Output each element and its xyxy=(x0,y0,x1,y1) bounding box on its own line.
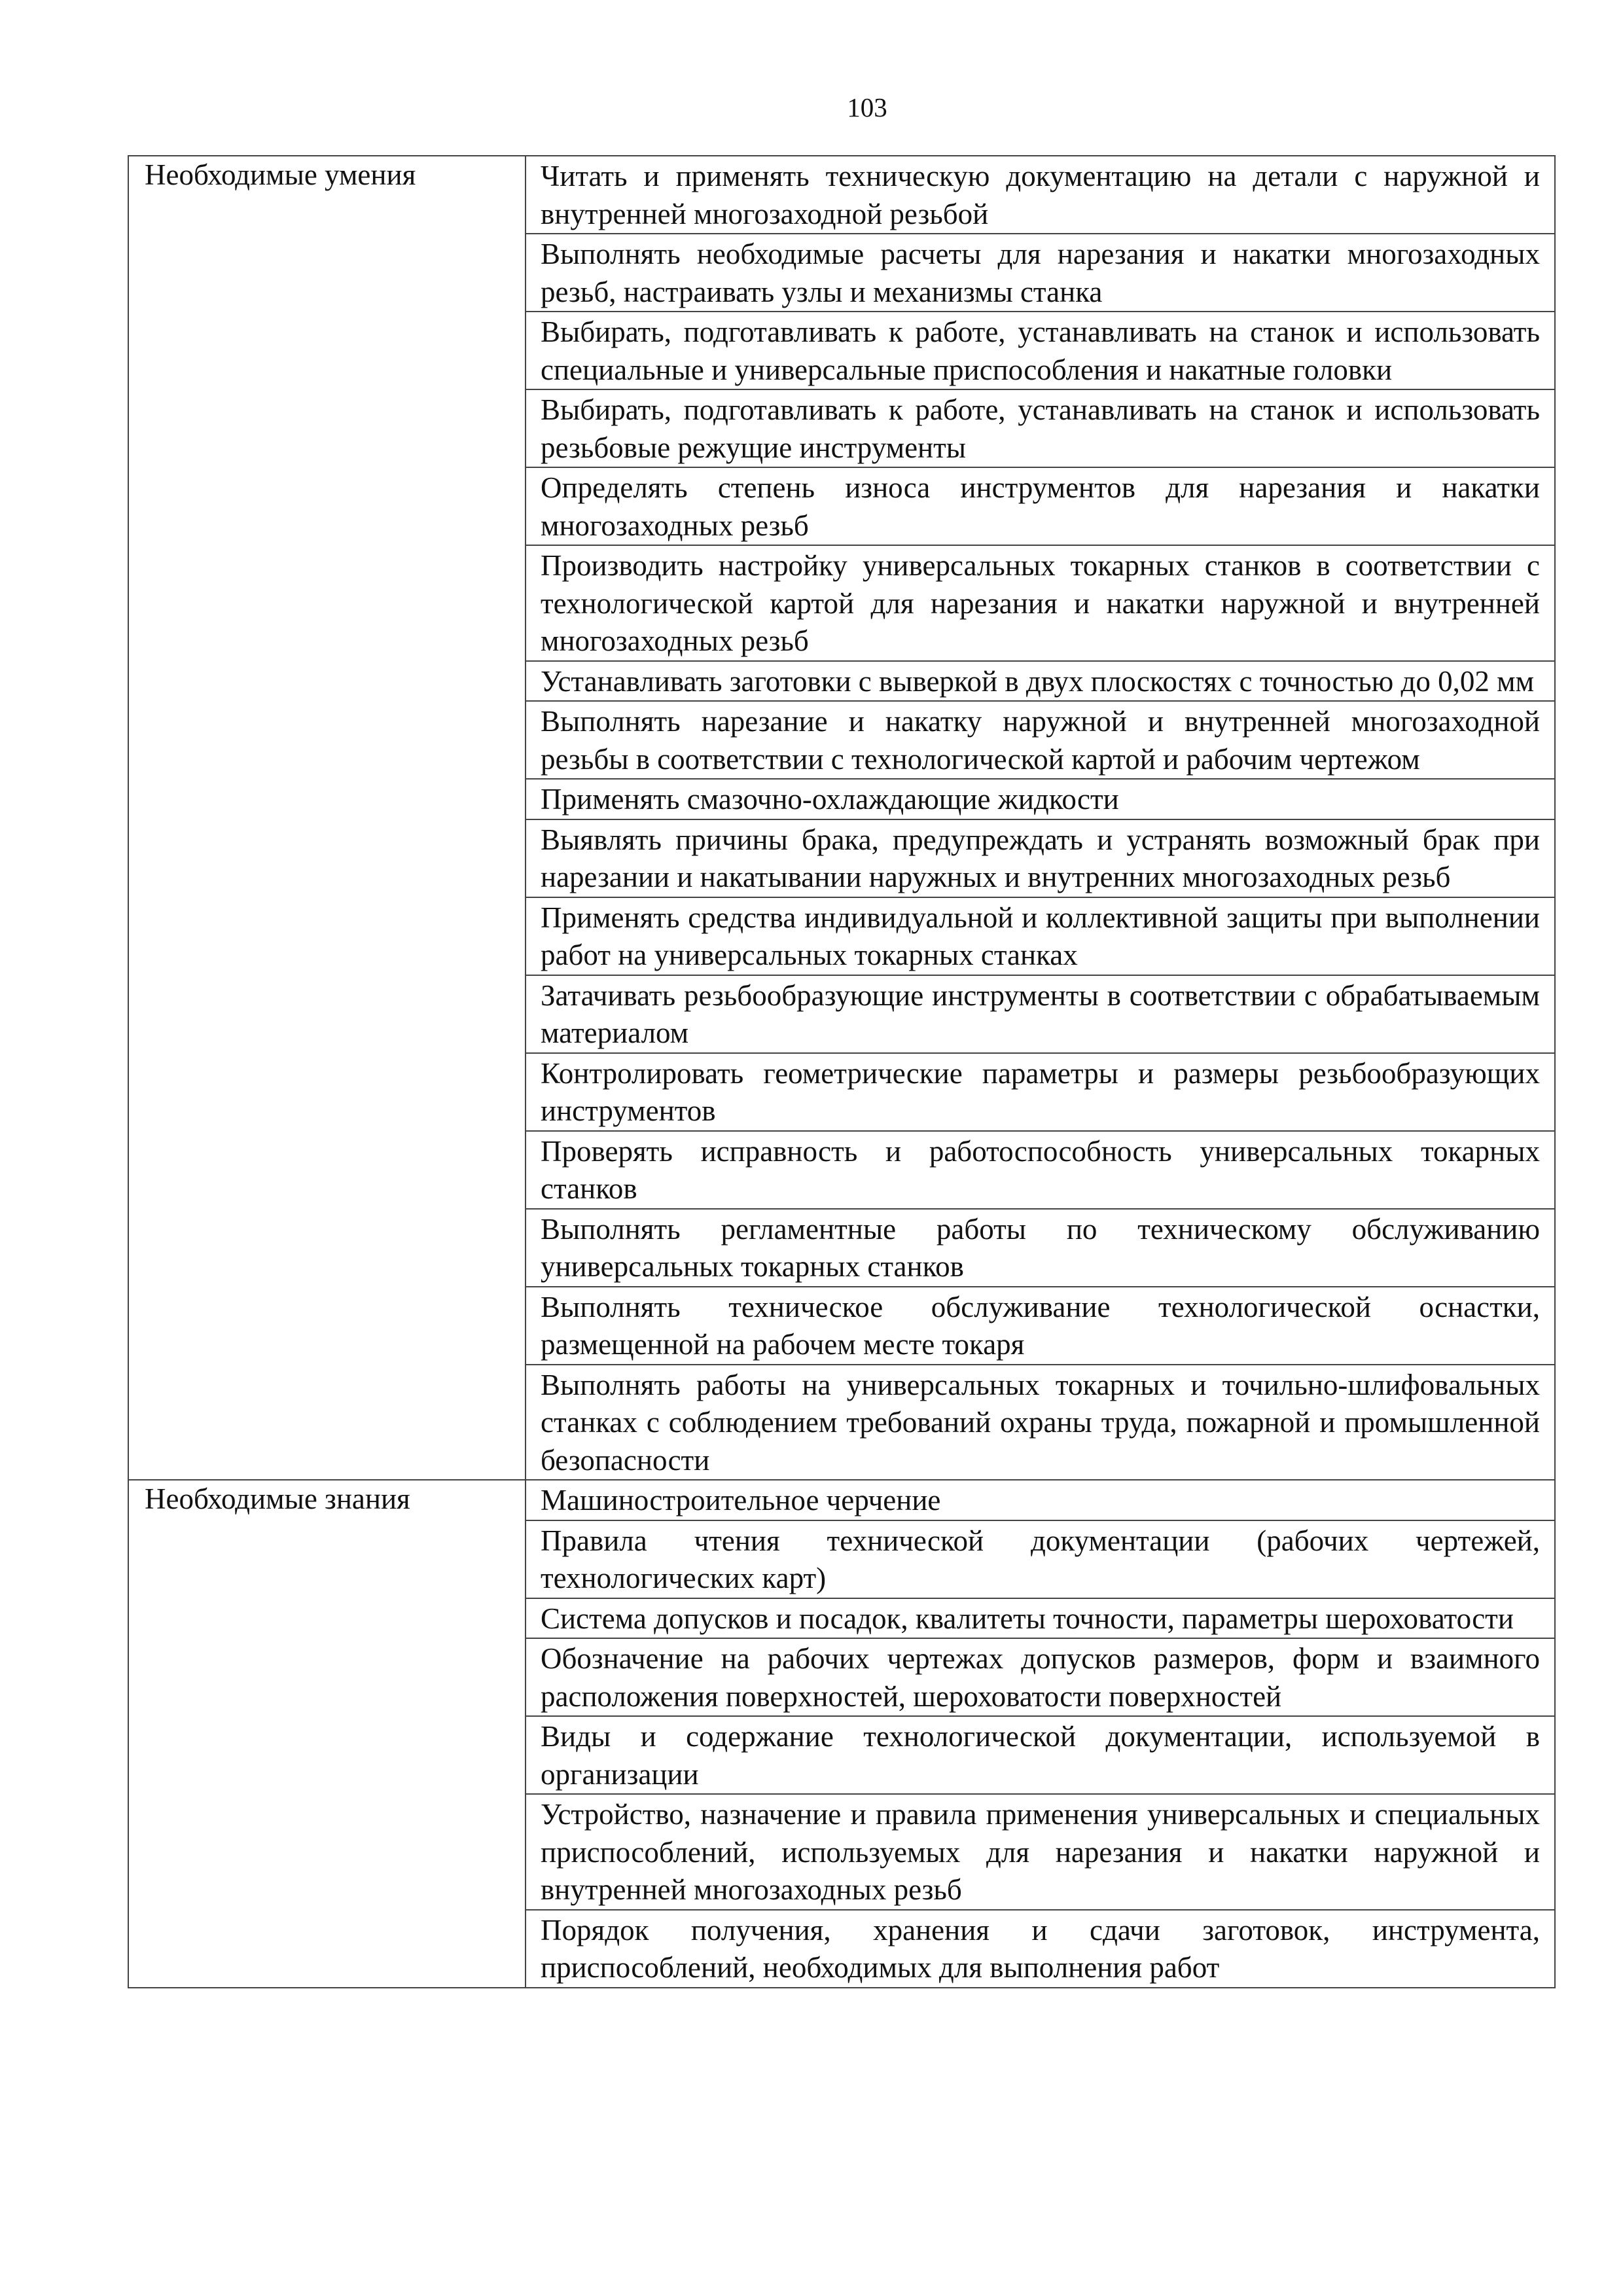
skill-item: Применять смазочно-охлаждающие жидкости xyxy=(526,779,1555,819)
knowledge-item: Машиностроительное черчение xyxy=(526,1480,1555,1520)
knowledge-item: Порядок получения, хранения и сдачи заготовок, инструмента, приспособлений, необходимых для выполнения работ xyxy=(526,1910,1555,1988)
knowledge-label: Необходимые знания xyxy=(128,1480,526,1988)
skill-item: Проверять исправность и работоспособность универсальных токарных станков xyxy=(526,1131,1555,1209)
skills-label: Необходимые умения xyxy=(128,156,526,1480)
skill-item: Выполнять техническое обслуживание технологической оснастки, размещенной на рабочем месте токаря xyxy=(526,1287,1555,1365)
skill-item: Выполнять нарезание и накатку наружной и внутренней многозаходной резьбы в соответствии с технологической картой и рабочим чертежом xyxy=(526,701,1555,779)
skill-item: Выбирать, подготавливать к работе, устанавливать на станок и использовать резьбовые режущие инструменты xyxy=(526,389,1555,467)
skill-item: Производить настройку универсальных токарных станков в соответствии с технологической картой для нарезания и накатки наружной и внутренней многозаходных резьб xyxy=(526,545,1555,661)
skills-section xyxy=(128,156,1555,1480)
skill-item: Затачивать резьбообразующие инструменты в соответствии с обрабатываемым материалом xyxy=(526,975,1555,1053)
skill-item: Устанавливать заготовки с выверкой в двух плоскостях с точностью до 0,02 мм xyxy=(526,661,1555,702)
skill-item: Выполнять регламентные работы по техническому обслуживанию универсальных токарных станков xyxy=(526,1209,1555,1287)
table-row xyxy=(128,1480,1555,1520)
knowledge-item: Обозначение на рабочих чертежах допусков размеров, форм и взаимного расположения поверхностей, шероховатости поверхностей xyxy=(526,1638,1555,1716)
skill-item: Выполнять работы на универсальных токарных и точильно-шлифовальных станках с соблюдением требований охраны труда, пожарной и промышленной безопасности xyxy=(526,1365,1555,1480)
knowledge-item: Правила чтения технической документации (рабочих чертежей, технологических карт) xyxy=(526,1520,1555,1598)
skill-item: Применять средства индивидуальной и коллективной защиты при выполнении работ на универсальных токарных станках xyxy=(526,897,1555,975)
skill-item: Читать и применять техническую документацию на детали с наружной и внутренней многозаходной резьбой xyxy=(526,156,1555,234)
page-number: 103 xyxy=(847,92,887,122)
knowledge-item: Виды и содержание технологической документации, используемой в организации xyxy=(526,1716,1555,1794)
knowledge-section xyxy=(128,1480,1555,1988)
requirements-table xyxy=(128,155,1556,1988)
knowledge-item: Система допусков и посадок, квалитеты точности, параметры шероховатости xyxy=(526,1598,1555,1639)
knowledge-item: Устройство, назначение и правила применения универсальных и специальных приспособлений, используемых для нарезания и накатки наружной и внутренней многозаходных резьб xyxy=(526,1794,1555,1910)
skill-item: Выбирать, подготавливать к работе, устанавливать на станок и использовать специальные и универсальные приспособления и накатные головки xyxy=(526,312,1555,389)
skill-item: Выявлять причины брака, предупреждать и устранять возможный брак при нарезании и накатывании наружных и внутренних многозаходных резьб xyxy=(526,819,1555,897)
table-row xyxy=(128,156,1555,234)
skill-item: Выполнять необходимые расчеты для нарезания и накатки многозаходных резьб, настраивать узлы и механизмы станка xyxy=(526,234,1555,312)
skill-item: Определять степень износа инструментов для нарезания и накатки многозаходных резьб xyxy=(526,467,1555,545)
skill-item: Контролировать геометрические параметры и размеры резьбообразующих инструментов xyxy=(526,1053,1555,1131)
